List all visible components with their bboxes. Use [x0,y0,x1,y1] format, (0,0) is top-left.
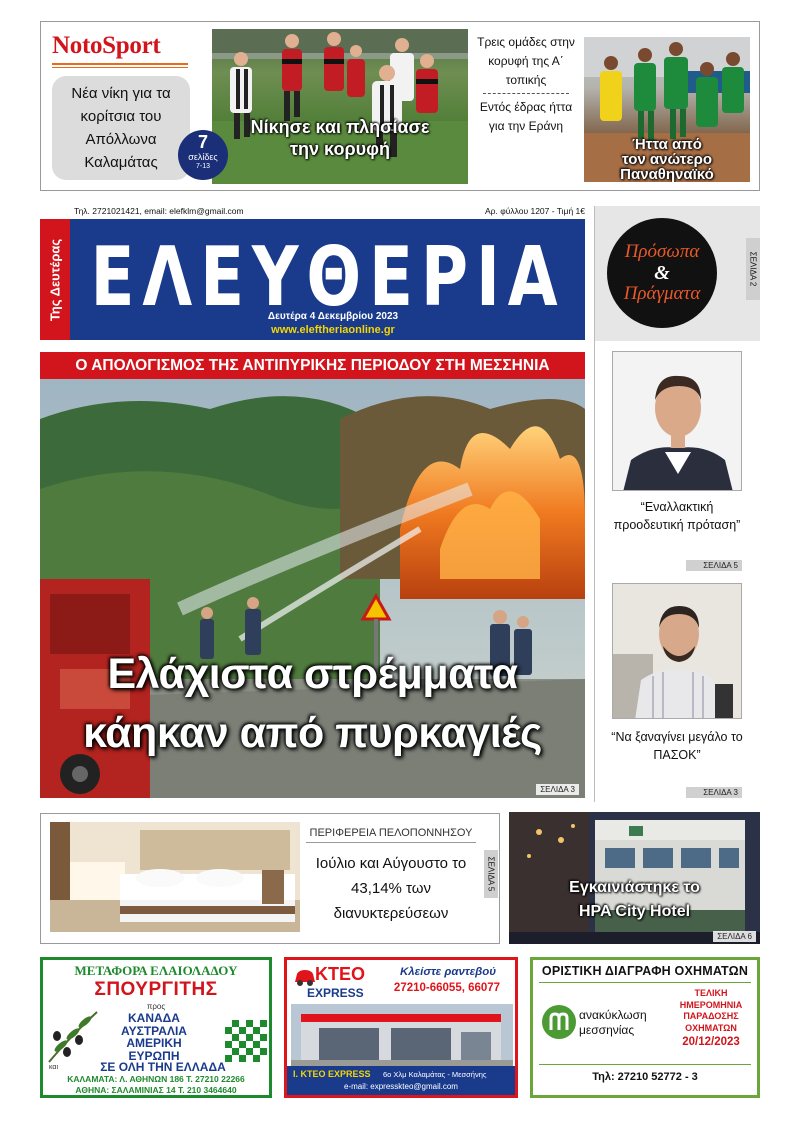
notosport-logo[interactable] [50,32,190,70]
kteo-logo [293,964,373,1004]
main-story-kicker[interactable]: Ο ΑΠΟΛΟΓΙΣΜΟΣ ΤΗΣ ΑΝΤΙΠΥΡΙΚΗΣ ΠΕΡΙΟΔΟΥ ΣΤΗ ΜΕΣΣΗΝΙΑ [40,352,585,379]
basketball-caption-line3: Παναθηναϊκό [620,166,714,182]
kteo-logo-top: ΚΤΕΟ [315,964,366,984]
day-label: Της Δευτέρας [47,238,63,321]
hotel-room-illustration [50,822,300,932]
vehicle-recycling-ad[interactable] [530,957,760,1098]
basketball-caption-line1: Ήττα από [632,136,702,153]
recycle-ad-rule-bottom [539,1064,751,1065]
sports-mid-column [476,33,576,181]
notosport-logo-text: NotoSport [52,32,161,59]
sports-lead-story[interactable] [52,76,190,180]
destination-1: ΚΑΝΑΔΑ [128,1011,180,1025]
badge-label: σελίδες [188,152,218,162]
badge-number: 7 [197,132,208,152]
sports-mid-story-1[interactable]: Τρεις ομάδες στην κορυφή της Α΄ τοπικής [477,35,575,87]
recycle-phone[interactable]: Τηλ: 27210 52772 - 3 [592,1071,698,1083]
quote-2-page: ΣΕΛΙΔΑ 3 [686,787,742,798]
olive-ad-address-1: ΚΑΛΑΜΑΤΑ: Λ. ΑΘΗΝΩΝ 186 Τ. 27210 22266 [67,1074,245,1084]
football-caption-line1: Νίκησε και πλησίασε [250,117,430,137]
olive-ad-destinations [79,1012,229,1062]
recycling-logo-icon [541,1004,577,1040]
politician-1-illustration [613,352,742,491]
hotel-caption-line2: HPA City Hotel [578,903,691,920]
pp-ampersand: & [654,262,670,284]
recycle-deadline-label: ΤΕΛΙΚΗ ΗΜΕΡΟΜΗΝΙΑ ΠΑΡΑΔΟΣΗΣ ΟΧΗΜΑΤΩΝ [679,988,743,1033]
logo-underline [52,63,188,65]
quote-1-page: ΣΕΛΙΔΑ 5 [686,560,742,571]
olive-ad-brand: ΣΠΟΥΡΓΙΤΗΣ [94,979,218,1000]
pp-word-2: Πράγματα [623,283,701,304]
kteo-email[interactable]: e-mail: expresskteo@gmail.com [344,1082,458,1091]
kteo-footer-name: I. ΚΤΕΟ EXPRESS [293,1069,371,1079]
olive-ad-address-2: ΑΘΗΝΑ: ΣΑΛΑΜΙΝΙΑΣ 14 Τ. 210 3464640 [75,1085,237,1095]
pages-badge[interactable] [178,130,228,180]
basketball-caption-line2: τον ανώτερο [621,151,713,168]
dashed-divider [483,93,569,94]
hotel-page: ΣΕΛΙΔΑ 6 [713,931,756,942]
destination-3: ΑΜΕΡΙΚΗ [126,1036,182,1050]
badge-pages: 7-13 [195,163,210,170]
kteo-location: 6ο Χλμ Καλαμάτας - Μεσσήνης [383,1070,487,1079]
olive-ad-title: ΜΕΤΑΦΟΡΑ ΕΛΑΙΟΛΑΔΟΥ [74,963,238,978]
kteo-express-ad[interactable] [284,957,518,1098]
main-headline-line2: κάηκαν από πυρκαγιές [83,709,542,757]
pp-page-tab [746,238,760,300]
website-link[interactable]: www.eleftheriaonline.gr [271,324,395,336]
checkered-bag-icon [225,1020,267,1062]
region-rule [306,842,476,843]
kteo-appointment: Κλείστε ραντεβού [399,966,497,978]
kteo-building-illustration [291,1004,513,1066]
kteo-logo-bottom: EXPRESS [307,986,364,1000]
recycle-ad-rule [539,982,751,983]
region-page-tab [484,850,498,898]
football-match-illustration [212,29,468,184]
main-story-page: ΣΕΛΙΔΑ 3 [536,784,579,795]
olive-ad-kai: και [49,1064,59,1071]
newspaper-title-text: ΕΛΕΥΘΕΡΙΑ [90,230,566,317]
olive-ad-pros: προς [146,1002,166,1011]
day-label-tab [40,219,70,340]
football-caption-line2: την κορυφή [290,139,390,159]
football-match-photo[interactable] [212,29,468,184]
recycle-ad-title: ΟΡΙΣΤΙΚΗ ΔΙΑΓΡΑΦΗ ΟΧΗΜΑΤΩΝ [541,964,749,978]
people-and-things-logo [607,218,717,328]
olive-ad-greece: ΣΕ ΟΛΗ ΤΗΝ ΕΛΛΑΔΑ [100,1060,226,1074]
politician-photo-2[interactable] [612,583,742,719]
quote-2[interactable]: “Να ξαναγίνει μεγάλο το ΠΑΣΟΚ” [611,730,743,762]
sports-lead-text: Νέα νίκη για τα κορίτσια του Απόλλωνα Καλαμάτας [71,85,171,171]
quote-1[interactable]: “Εναλλακτική προοδευτική πρόταση” [613,500,741,532]
recycle-brand-1: ανακύκλωση [579,1008,647,1022]
pp-word-1: Πρόσωπα [624,241,700,262]
region-text[interactable]: Ιούλιο και Αύγουστο το 43,14% των διανυκτερεύσεων [315,855,467,922]
region-kicker: ΠΕΡΙΦΕΡΕΙΑ ΠΕΛΟΠΟΝΝΗΣΟΥ [309,827,473,839]
politician-2-illustration [613,584,742,719]
hotel-caption-line1: Εγκαινιάστηκε το [569,879,700,896]
issue-info: Αρ. φύλλου 1207 - Τιμή 1€ [484,206,585,216]
logo-underline-thin [52,67,188,68]
region-page-label: ΣΕΛΙΔΑ 5 [486,856,496,892]
main-headline-line1: Ελάχιστα στρέμματα [107,650,518,698]
hotel-room-photo[interactable] [50,822,300,932]
sports-mid-story-2[interactable]: Εντός έδρας ήττα για την Εράνη [479,100,573,133]
pp-page-label: ΣΕΛΙΔΑ 2 [748,251,758,287]
olive-branch-icon [45,1006,101,1066]
destination-2: ΑΥΣΤΡΑΛΙΑ [121,1023,187,1038]
recycle-deadline-date: 20/12/2023 [682,1036,740,1048]
basketball-photo[interactable] [584,37,750,182]
olive-oil-transport-ad[interactable] [40,957,272,1098]
recycle-brand-2: μεσσηνίας [579,1023,635,1037]
hotel-photo[interactable] [509,812,760,944]
contact-info: Τηλ. 2721021421, email: elefklm@gmail.com [74,206,244,216]
newspaper-title[interactable] [78,229,578,317]
kteo-footer [287,1066,515,1095]
destination-4: ΕΥΡΩΠΗ [128,1048,180,1063]
politician-photo-1[interactable] [612,351,742,491]
edition-date: Δευτέρα 4 Δεκεμβρίου 2023 [267,311,399,322]
car-icon [293,966,317,988]
kteo-phones[interactable]: 27210-66055, 66077 [393,982,501,994]
wildfire-photo[interactable] [40,379,585,798]
